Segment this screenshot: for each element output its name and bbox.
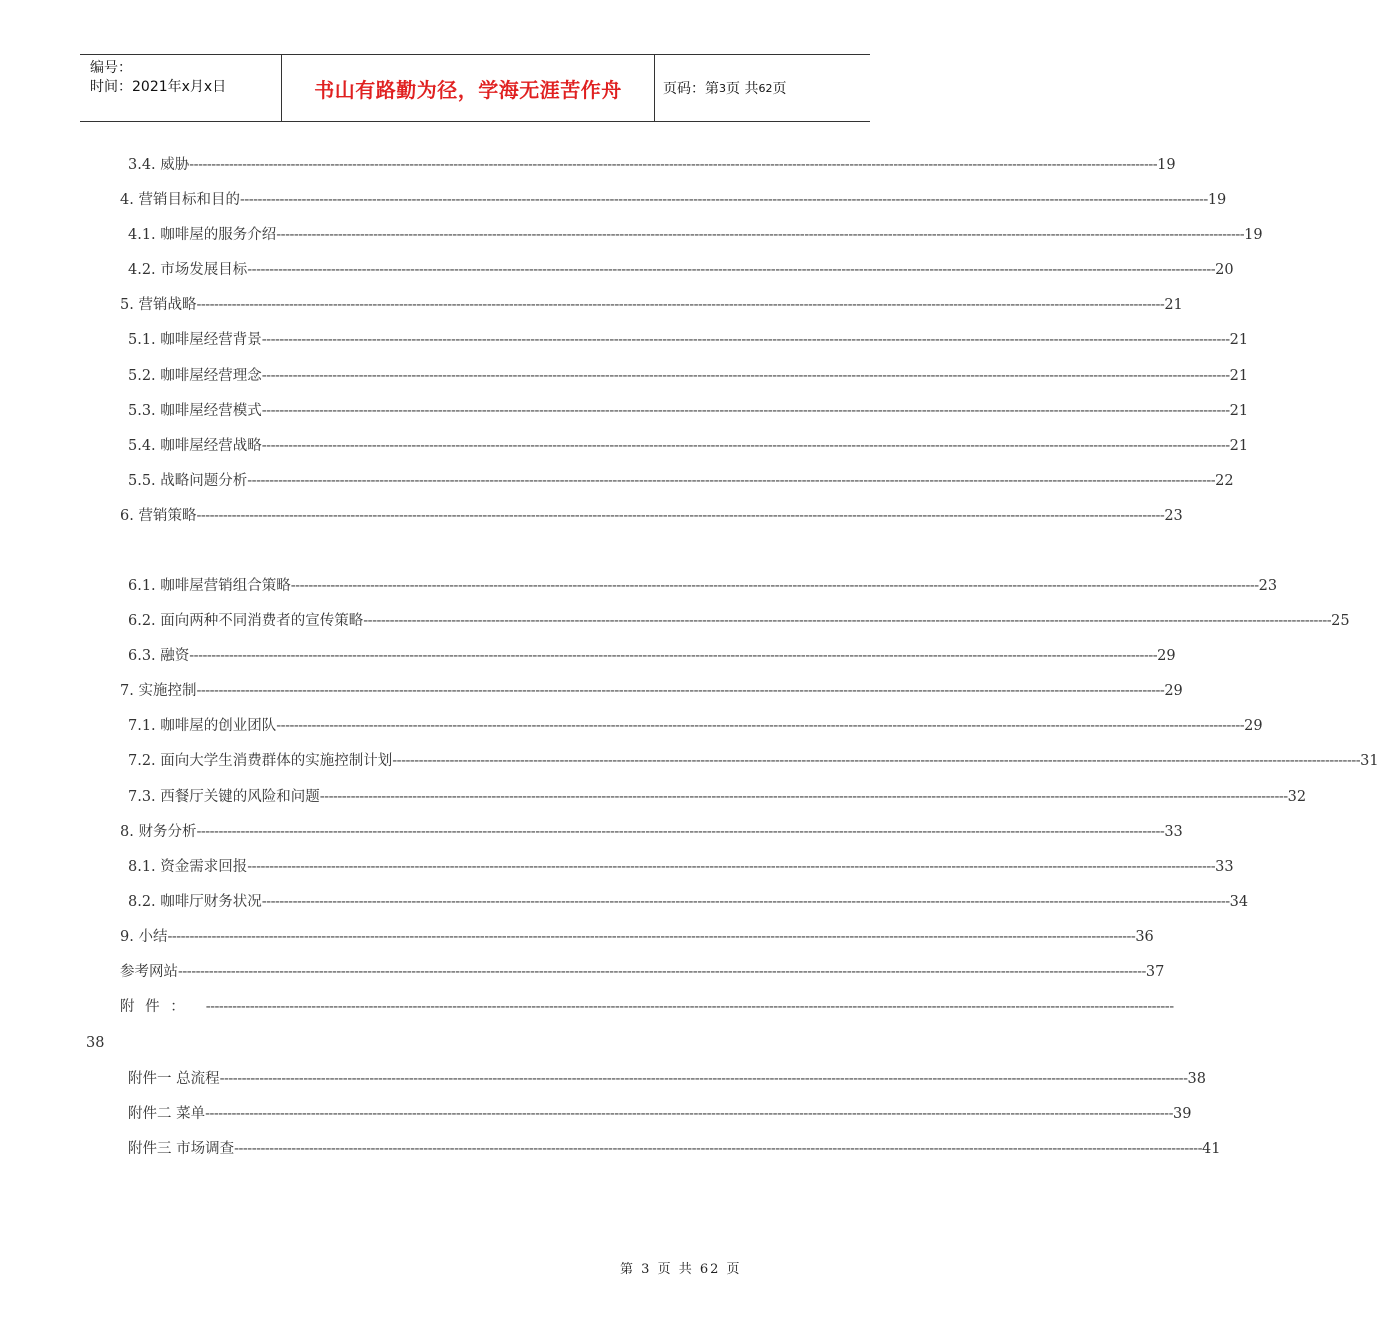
toc-entry-label: 5.3. 咖啡屋经营模式	[128, 403, 262, 419]
toc-leader: ----------------------------------------------------------------------------------------------------------------------------------------------------------------------------------------------------------------------------	[219, 1071, 1188, 1087]
toc-entry-label: 8.2. 咖啡厅财务状况	[128, 894, 262, 910]
toc-entry-page: 29	[1157, 648, 1176, 664]
toc-leader: ----------------------------------------------------------------------------------------------------------------------------------------------------------------------------------------------------------------------------	[261, 368, 1230, 384]
toc-leader: ----------------------------------------------------------------------------------------------------------------------------------------------------------------------------------------------------------------------------	[196, 683, 1165, 699]
toc-entry-page: 38	[86, 1035, 105, 1051]
toc-entry-label: 4.1. 咖啡屋的服务介绍	[128, 227, 277, 243]
toc-entry[interactable]	[128, 890, 1249, 912]
footer-total-pages: 62	[699, 1262, 721, 1277]
page-footer	[620, 1258, 742, 1277]
toc-entry-label: 5.4. 咖啡屋经营战略	[128, 438, 262, 454]
toc-entry[interactable]	[128, 749, 1379, 771]
toc-entry[interactable]	[128, 855, 1234, 877]
toc-entry-page: 21	[1229, 332, 1249, 348]
toc-entry-label: 7.3. 西餐厅关键的风险和问题	[128, 789, 320, 805]
toc-entry-label: 5.5. 战略问题分析	[128, 473, 248, 489]
toc-entry-page: 39	[1172, 1106, 1192, 1122]
toc-leader: ----------------------------------------------------------------------------------------------------------------------------------------------------------------------------------------------------------------------------	[276, 227, 1245, 243]
toc-entry-label: 3.4. 威胁	[128, 157, 190, 173]
toc-leader: ----------------------------------------------------------------------------------------------------------------------------------------------------------------------------------------------------------------------------	[247, 473, 1216, 489]
header-motto: 书山有路勤为径，学海无涯苦作舟	[282, 55, 655, 121]
toc-entry-label: 6.2. 面向两种不同消费者的宣传策略	[128, 613, 364, 629]
toc-leader: ----------------------------------------------------------------------------------------------------------------------------------------------------------------------------------------------------------------------------	[363, 613, 1332, 629]
toc-entry[interactable]	[128, 609, 1350, 631]
toc-entry-label: 6. 营销策略	[120, 508, 197, 524]
toc-entry-label: 8. 财务分析	[120, 824, 197, 840]
toc-entry-label: 参考网站	[120, 964, 178, 980]
toc-entry-label: 4. 营销目标和目的	[120, 192, 240, 208]
toc-entry[interactable]	[128, 223, 1263, 245]
header-page-prefix: 页码：第	[663, 81, 719, 97]
toc-entry[interactable]	[120, 960, 1165, 982]
toc-entry-page: 25	[1331, 613, 1350, 629]
toc-leader: ----------------------------------------------------------------------------------------------------------------------------------------------------------------------------------------------------------------------------	[261, 332, 1230, 348]
toc-entry[interactable]	[128, 469, 1234, 491]
toc-entry-page: 33	[1215, 859, 1234, 875]
toc-entry-label: 附件一 总流程	[128, 1071, 220, 1087]
toc-entry-page: 36	[1135, 929, 1154, 945]
toc-entry-page: 33	[1164, 824, 1183, 840]
document-time: 时间：2021年x月x日	[90, 79, 227, 95]
toc-entry-label: 8.1. 资金需求回报	[128, 859, 248, 875]
toc-entry-page: 32	[1287, 789, 1307, 805]
toc-entry-label: 附 件 ：	[120, 999, 188, 1015]
toc-entry-page: 41	[1201, 1141, 1221, 1157]
toc-leader: ----------------------------------------------------------------------------------------------------------------------------------------------------------------------------------------------------------------------------	[189, 157, 1158, 173]
toc-leader: ----------------------------------------------------------------------------------------------------------------------------------------------------------------------------------------------------------------------------	[167, 929, 1136, 945]
toc-entry-label: 4.2. 市场发展目标	[128, 262, 248, 278]
toc-entry-label: 附件二 菜单	[128, 1106, 206, 1122]
toc-entry-page: 37	[1145, 964, 1165, 980]
toc-entry[interactable]	[128, 364, 1249, 386]
toc-entry-page: 21	[1164, 297, 1183, 313]
header-page-suffix: 页	[772, 81, 787, 97]
toc-entry[interactable]	[120, 188, 1227, 210]
toc-entry[interactable]	[120, 679, 1183, 701]
toc-leader: ----------------------------------------------------------------------------------------------------------------------------------------------------------------------------------------------------------------------------	[178, 964, 1146, 980]
toc-entry[interactable]	[128, 1102, 1192, 1124]
toc-leader: ----------------------------------------------------------------------------------------------------------------------------------------------------------------------------------------------------------------------------	[261, 894, 1230, 910]
toc-leader: ----------------------------------------------------------------------------------------------------------------------------------------------------------------------------------------------------------------------------	[261, 438, 1230, 454]
toc-leader: ----------------------------------------------------------------------------------------------------------------------------------------------------------------------------------------------------------------------------	[196, 824, 1165, 840]
toc-entry-page: 20	[1215, 262, 1234, 278]
toc-entry-label: 5.2. 咖啡屋经营理念	[128, 368, 262, 384]
toc-entry[interactable]	[128, 434, 1249, 456]
toc-entry-page: 19	[1157, 157, 1176, 173]
toc-entry[interactable]	[120, 504, 1183, 526]
toc-entry[interactable]	[128, 1137, 1221, 1159]
toc-entry-label: 5.1. 咖啡屋经营背景	[128, 332, 262, 348]
toc-leader: ----------------------------------------------------------------------------------------------------------------------------------------------------------------------------------------------------------------------------	[276, 718, 1245, 734]
toc-entry-page: 19	[1207, 192, 1227, 208]
toc-entry-page: 21	[1229, 368, 1249, 384]
toc-entry-page: 19	[1244, 227, 1263, 243]
toc-entry[interactable]	[128, 574, 1278, 596]
toc-entry[interactable]	[128, 714, 1263, 736]
toc-leader: ----------------------------------------------------------------------------------------------------------------------------------------------------------------------------------------------------------------------------	[239, 192, 1208, 208]
header-page-total: 62	[758, 81, 773, 95]
toc-entry-label: 6.3. 融资	[128, 648, 190, 664]
toc-entry-page: 29	[1164, 683, 1183, 699]
toc-leader: ----------------------------------------------------------------------------------------------------------------------------------------------------------------------------------------------------------------------------	[234, 1141, 1202, 1157]
toc-entry-page: 21	[1229, 438, 1249, 454]
toc-entry-page: 38	[1187, 1071, 1206, 1087]
toc-entry-label: 6.1. 咖啡屋营销组合策略	[128, 578, 291, 594]
toc-leader: ----------------------------------------------------------------------------------------------------------------------------------------------------------------------------------------------------------------------------	[247, 262, 1216, 278]
toc-entry-label: 5. 营销战略	[120, 297, 197, 313]
toc-entry[interactable]	[120, 820, 1183, 842]
toc-leader: ----------------------------------------------------------------------------------------------------------------------------------------------------------------------------------------------------------------------------	[319, 789, 1288, 805]
toc-leader: ----------------------------------------------------------------------------------------------------------------------------------------------------------------------------------------------------------------------------	[261, 403, 1230, 419]
header-page-mid: 页 共	[726, 81, 759, 97]
toc-entry[interactable]	[128, 328, 1249, 350]
footer-suffix: 页	[726, 1262, 742, 1277]
toc-entry[interactable]	[128, 785, 1307, 807]
toc-entry-label: 7. 实施控制	[120, 683, 197, 699]
toc-entry-label: 7.2. 面向大学生消费群体的实施控制计划	[128, 753, 393, 769]
document-code-label: 编号：	[90, 60, 132, 76]
toc-entry[interactable]	[128, 258, 1234, 280]
toc-leader: ----------------------------------------------------------------------------------------------------------------------------------------------------------------------------------------------------------------------------	[392, 753, 1361, 769]
toc-leader: ----------------------------------------------------------------------------------------------------------------------------------------------------------------------------------------------------------------------------	[196, 508, 1165, 524]
footer-current-page: 3	[641, 1262, 652, 1277]
toc-entry-wrapped-page	[86, 1031, 126, 1053]
toc-entry-page: 34	[1229, 894, 1249, 910]
toc-entry-page: 23	[1258, 578, 1278, 594]
toc-entry-page: 21	[1229, 403, 1249, 419]
header-page-info	[655, 55, 870, 121]
header-page-current: 3	[719, 81, 726, 95]
toc-leader: ----------------------------------------------------------------------------------------------------------------------------------------------------------------------------------------------------------------------------	[247, 859, 1216, 875]
footer-mid: 页 共	[657, 1262, 694, 1277]
toc-entry[interactable]	[128, 1067, 1206, 1089]
toc-entry-label: 附件三 市场调查	[128, 1141, 235, 1157]
toc-entry-page: 22	[1215, 473, 1234, 489]
toc-entry-page: 31	[1360, 753, 1379, 769]
toc-leader: ----------------------------------------------------------------------------------------------------------------------------------------------------------------------------------------------------------------------------	[189, 648, 1158, 664]
page-header	[80, 54, 870, 122]
toc-leader: ----------------------------------------------------------------------------------------------------------------------------------------------------------------------------------------------------------------------------	[196, 297, 1165, 313]
toc-entry-label: 7.1. 咖啡屋的创业团队	[128, 718, 277, 734]
toc-leader: ----------------------------------------------------------------------------------------------------------------------------------------------------------------------------------------------------------------------------	[205, 999, 1174, 1015]
toc-leader: ----------------------------------------------------------------------------------------------------------------------------------------------------------------------------------------------------------------------------	[290, 578, 1259, 594]
toc-entry-label: 9. 小结	[120, 929, 168, 945]
toc-entry-page: 23	[1164, 508, 1183, 524]
toc-entry-page: 29	[1244, 718, 1263, 734]
toc-entry[interactable]	[120, 925, 1154, 947]
toc-entry[interactable]	[128, 644, 1176, 666]
toc-entry[interactable]	[128, 399, 1249, 421]
header-meta	[80, 55, 282, 121]
footer-prefix: 第	[620, 1262, 636, 1277]
toc-entry[interactable]	[120, 293, 1183, 315]
toc-leader: ----------------------------------------------------------------------------------------------------------------------------------------------------------------------------------------------------------------------------	[205, 1106, 1173, 1122]
toc-entry-wrapped[interactable]	[120, 995, 1174, 1017]
toc-entry[interactable]	[128, 153, 1176, 175]
